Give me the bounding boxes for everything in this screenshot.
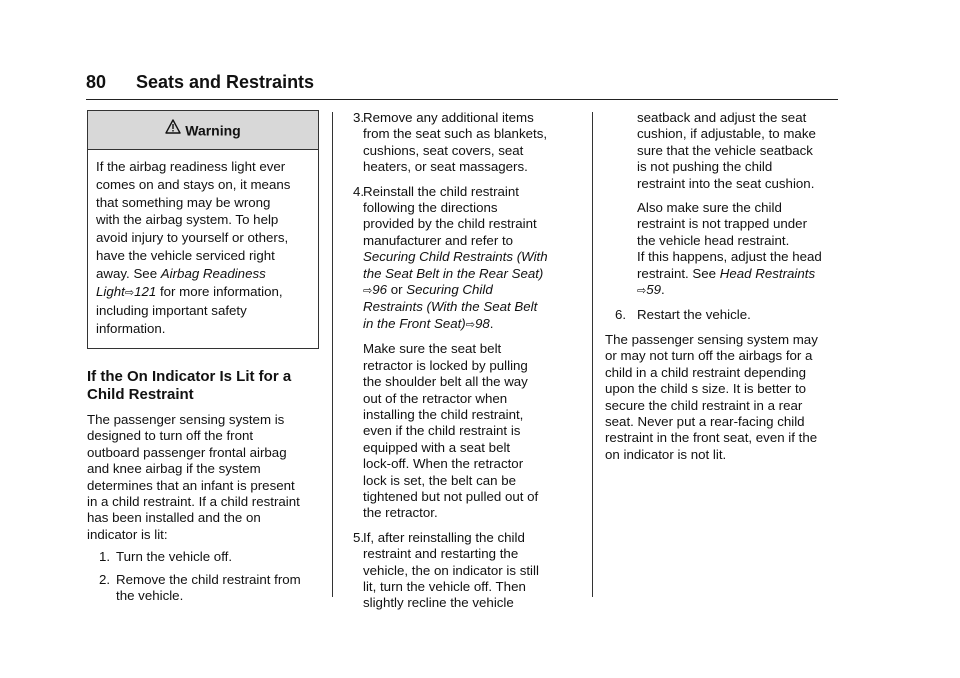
warning-line: with the airbag system. To help (96, 212, 279, 228)
page-ref-96[interactable]: 96 (372, 282, 388, 298)
text-line: Turn the vehicle off. (116, 549, 233, 565)
text-line: outboard passenger frontal airbag (87, 444, 287, 460)
warning-line: If the airbag readiness light ever (96, 159, 286, 174)
text-line (637, 266, 840, 282)
warning-line (96, 283, 310, 303)
text-line: lit, turn the vehicle off. Then (363, 578, 526, 594)
warning-line: that something may be wrong (96, 194, 271, 210)
warning-line: have the vehicle serviced right (96, 247, 275, 263)
header-rule (86, 99, 838, 100)
securing-child-restraints-front-link-cont[interactable]: Restraints (With the Seat Belt (363, 299, 538, 315)
text-line: slightly recline the vehicle (363, 595, 514, 611)
text-line: heaters, or seat massagers. (363, 159, 528, 175)
text-line: seatback and adjust the seat (637, 110, 807, 125)
text-line: or may not turn off the airbags for a (605, 348, 813, 364)
text-line: Remove any additional items (363, 110, 534, 125)
text-line: the vehicle head restraint. (637, 232, 790, 248)
text-line: provided by the child restraint (363, 216, 537, 232)
page-reference-icon: ⇨ (465, 318, 475, 331)
section-heading (87, 368, 319, 404)
text-line (363, 316, 583, 333)
list-item (87, 572, 319, 605)
text-line: The passenger sensing system may (605, 331, 818, 347)
text-line: out of the retractor when (363, 390, 508, 406)
list-item (87, 549, 319, 565)
airbag-readiness-link-cont[interactable]: Light (96, 283, 125, 299)
warning-triangle-icon (165, 111, 181, 149)
step-5-continued (605, 110, 840, 299)
page-header (86, 71, 838, 97)
page-ref-121[interactable]: 121 (134, 283, 157, 299)
warning-see-text: away. See (96, 265, 161, 281)
sub-paragraph (637, 200, 840, 299)
securing-child-restraints-front-link-end[interactable]: in the Front Seat) (363, 315, 466, 331)
steps-list-col2 (345, 110, 583, 612)
text-line: equipped with a seat belt (363, 439, 511, 455)
page-reference-icon: ⇨ (363, 285, 373, 298)
text-line: restraint in the front seat, even if the (605, 430, 818, 446)
text-line: If, after reinstalling the child (363, 529, 525, 545)
text-line: restraint and restarting the (363, 546, 519, 562)
warning-line: comes on and stays on, it means (96, 176, 291, 192)
column-2 (345, 110, 583, 612)
text-line: the retractor. (363, 505, 438, 521)
page-ref-98[interactable]: 98 (474, 315, 490, 331)
securing-child-restraints-rear-link-cont[interactable]: the Seat Belt in the Rear Seat) (363, 265, 544, 281)
text-line: secure the child restraint in a rear (605, 397, 803, 413)
period: . (489, 315, 494, 331)
securing-child-restraints-rear-link[interactable]: Securing Child Restraints (With (363, 249, 548, 265)
text-line: tightened but not pulled out of (363, 488, 539, 504)
text-line: indicator is lit: (87, 526, 168, 542)
text-line: restraint into the seat cushion. (637, 175, 815, 191)
page-number: 80 (86, 72, 107, 92)
text-line: sure that the vehicle seatback (637, 142, 813, 158)
list-item (345, 184, 583, 522)
page-reference-icon: ⇨ (124, 286, 135, 299)
text-line: Reinstall the child restraint (363, 183, 519, 199)
text-line: on indicator is not lit. (605, 446, 727, 462)
warning-line (96, 265, 310, 283)
page-ref-59[interactable]: 59 (646, 282, 662, 298)
text-line: lock-off. When the retractor (363, 456, 524, 472)
text-line: even if the child restraint is (363, 423, 521, 439)
sub-paragraph (363, 341, 583, 521)
text-line: Restart the vehicle. (637, 307, 751, 323)
text-line: child in a child restraint depending (605, 364, 807, 380)
warning-line: including important safety (96, 303, 247, 319)
steps-list-col1 (87, 549, 319, 604)
text-line: Make sure the seat belt (363, 341, 502, 357)
or-text: or (387, 282, 407, 298)
step-number: 3. (353, 110, 365, 125)
column-divider-1 (332, 112, 333, 597)
head-restraints-link[interactable]: Head Restraints (719, 265, 816, 281)
list-item (345, 110, 583, 176)
text-line: designed to turn off the front (87, 428, 254, 444)
column-1 (87, 110, 319, 604)
text-line: from the seat such as blankets, (363, 126, 548, 142)
warning-box (87, 110, 319, 349)
text-line: has been installed and the on (87, 510, 261, 526)
column-divider-2 (592, 112, 593, 597)
text-line: retractor is locked by pulling (363, 357, 528, 373)
text-line: restraint is not trapped under (637, 216, 808, 232)
warning-body (88, 150, 318, 348)
list-item (345, 530, 583, 612)
text-line: Remove the child restraint from (116, 571, 301, 587)
text-line: vehicle, the on indicator is still (363, 562, 539, 578)
text-line: in a child restraint. If a child restraint (87, 494, 300, 509)
text-line: cushion, if adjustable, to make (637, 126, 816, 142)
text-line: lock is set, the belt can be (363, 472, 516, 488)
column-3 (605, 110, 840, 463)
see-text: restraint. See (637, 265, 720, 281)
page-reference-icon: ⇨ (637, 285, 647, 298)
closing-paragraph (605, 332, 840, 463)
period: . (661, 282, 665, 298)
step-number: 6. (615, 307, 627, 323)
text-line: upon the child s size. It is better to (605, 381, 807, 397)
text-line: cushions, seat covers, seat (363, 142, 524, 158)
warning-line: avoid injury to yourself or others, (96, 230, 289, 246)
section-title: Seats and Restraints (136, 72, 315, 92)
text-line: installing the child restraint, (363, 406, 524, 422)
text-line: and knee airbag if the system (87, 461, 261, 477)
text-line: manufacturer and refer to (363, 232, 514, 248)
text-line (637, 282, 840, 299)
text-line: the shoulder belt all the way (363, 374, 528, 390)
warning-header (88, 111, 318, 150)
text-line: is not pushing the child (637, 159, 773, 175)
step-number: 4. (353, 183, 365, 199)
heading-line: Child Restraint (87, 385, 194, 403)
warning-text: for more information, (156, 283, 283, 299)
list-item (605, 307, 840, 323)
text-line (363, 282, 583, 299)
intro-paragraph (87, 412, 319, 543)
heading-line: If the On Indicator Is Lit for a (87, 367, 292, 385)
securing-child-restraints-front-link[interactable]: Securing Child (406, 282, 493, 298)
airbag-readiness-link[interactable]: Airbag Readiness (160, 265, 266, 281)
text-line: seat. Never put a rear-facing child (605, 413, 805, 429)
text-line: Also make sure the child (637, 200, 782, 216)
step-number: 1. (99, 549, 111, 565)
warning-line: information. (96, 321, 166, 337)
step-number: 2. (99, 571, 111, 587)
warning-title: Warning (185, 122, 241, 139)
text-line: determines that an infant is present (87, 477, 295, 493)
text-line: The passenger sensing system is (87, 411, 285, 427)
text-line: following the directions (363, 200, 498, 216)
text-line: If this happens, adjust the head (637, 249, 822, 265)
step-number: 5. (353, 529, 365, 545)
text-line: the vehicle. (116, 588, 184, 604)
